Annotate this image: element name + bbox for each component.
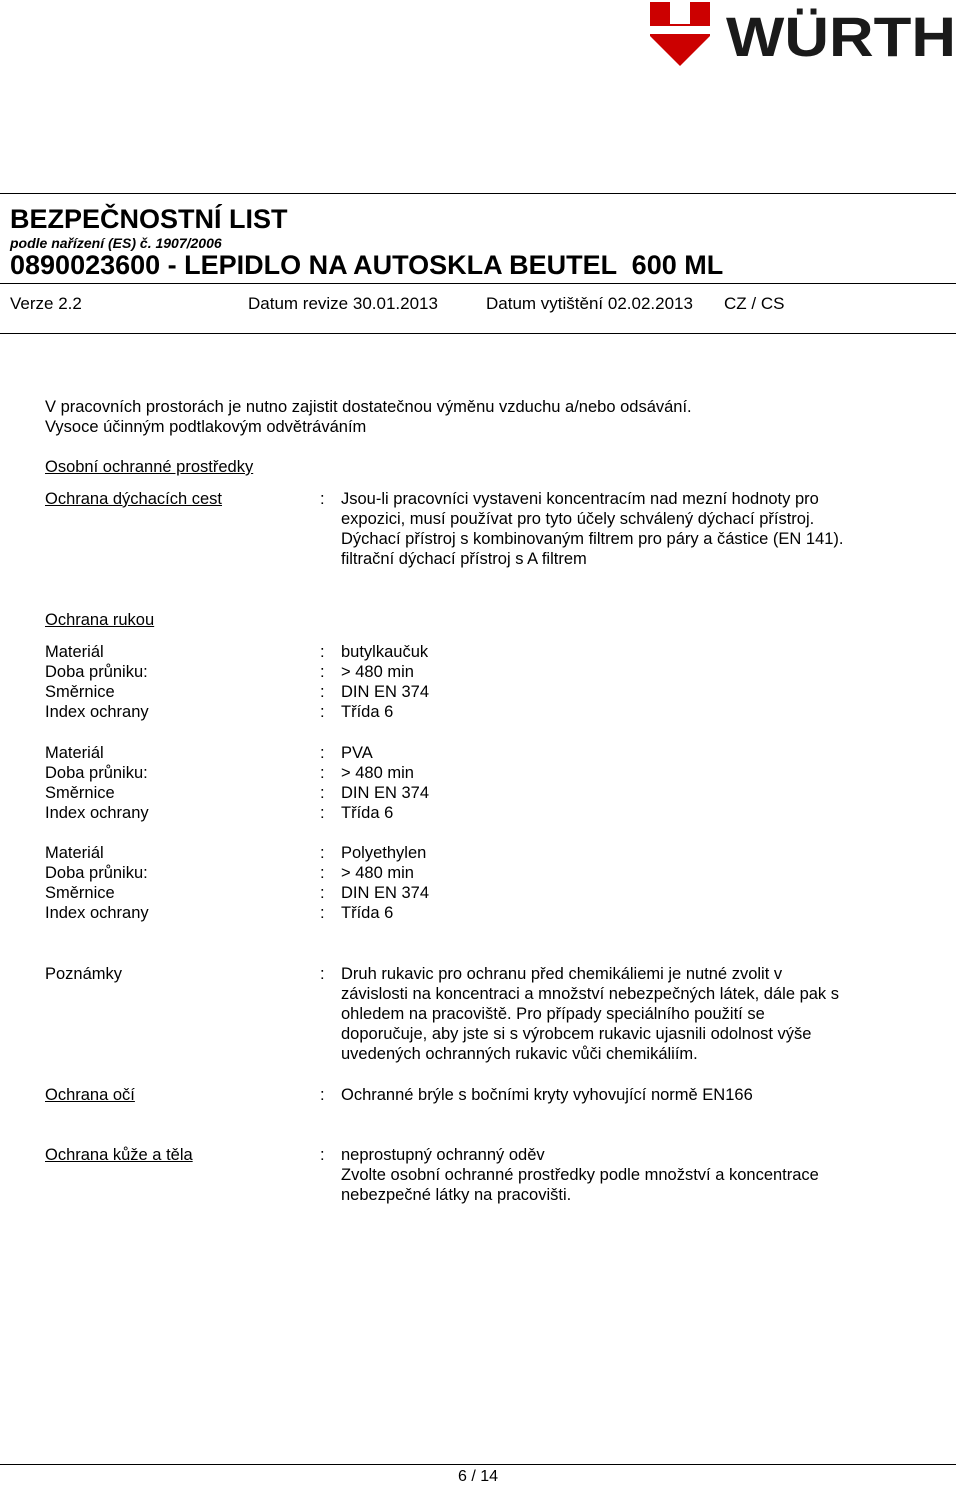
separator-colon: : [320, 1086, 325, 1104]
separator-colon: : [320, 490, 325, 508]
glove-material-label: Materiál [45, 744, 104, 762]
glove-index-label: Index ochrany [45, 904, 149, 922]
skin-protection-label: Ochrana kůže a těla [45, 1146, 193, 1164]
page-number: 6 / 14 [457, 1468, 499, 1485]
language-code: CZ / CS [724, 294, 785, 313]
separator-colon: : [320, 643, 325, 661]
separator-colon: : [320, 864, 325, 882]
notes-text: doporučuje, aby jste si s výrobcem rukavic ujasnili odolnost výše [341, 1025, 812, 1043]
separator-colon: : [320, 784, 325, 802]
separator-colon: : [320, 744, 325, 762]
separator-colon: : [320, 683, 325, 701]
separator-colon: : [320, 663, 325, 681]
notes-text: Druh rukavic pro ochranu před chemikáliemi je nutné zvolit v [341, 965, 783, 983]
glove-index-label: Index ochrany [45, 703, 149, 721]
glove-breakthrough-value: > 480 min [341, 764, 414, 782]
glove-directive-label: Směrnice [45, 884, 115, 902]
separator-colon: : [320, 884, 325, 902]
eye-protection-text: Ochranné brýle s bočními kryty vyhovující normě EN166 [341, 1086, 753, 1104]
glove-material-label: Materiál [45, 643, 104, 661]
glove-material-label: Materiál [45, 844, 104, 862]
separator-colon: : [320, 703, 325, 721]
separator-colon: : [320, 844, 325, 862]
eye-protection-label: Ochrana očí [45, 1086, 135, 1104]
notes-label: Poznámky [45, 965, 123, 983]
wurth-logo-mark [650, 2, 710, 66]
separator-colon: : [320, 1146, 325, 1164]
glove-directive-label: Směrnice [45, 784, 115, 802]
skin-protection-text: Zvolte osobní ochranné prostředky podle množství a koncentrace [341, 1166, 819, 1184]
respiratory-text: Jsou-li pracovníci vystaveni koncentracím nad mezní hodnoty pro [341, 490, 819, 508]
glove-breakthrough-label: Doba průniku: [45, 764, 148, 782]
glove-breakthrough-label: Doba průniku: [45, 864, 148, 882]
header-rule-top [0, 193, 956, 194]
respiratory-text: expozici, musí používat pro tyto účely schválený dýchací přístroj. [341, 510, 815, 528]
skin-protection-text: nebezpečné látky na pracovišti. [341, 1186, 572, 1204]
separator-colon: : [320, 764, 325, 782]
respiratory-label: Ochrana dýchacích cest [45, 490, 223, 508]
wurth-logo [648, 0, 958, 70]
notes-text: závislosti na koncentraci a množství nebezpečných látek, dále pak s [341, 985, 840, 1003]
glove-material-value: butylkaučuk [341, 643, 429, 661]
glove-directive-value: DIN EN 374 [341, 683, 430, 701]
glove-breakthrough-value: > 480 min [341, 663, 414, 681]
separator-colon: : [320, 965, 325, 983]
separator-colon: : [320, 804, 325, 822]
glove-breakthrough-label: Doba průniku: [45, 663, 148, 681]
ventilation-text: V pracovních prostorách je nutno zajistit dostatečnou výměnu vzduchu a/nebo odsávání. [45, 398, 692, 416]
header-rule-bottom [0, 333, 956, 334]
glove-index-value: Třída 6 [341, 804, 394, 822]
glove-material-value: PVA [341, 744, 373, 762]
respiratory-text: Dýchací přístroj s kombinovaným filtrem pro páry a částice (EN 141). [341, 530, 844, 548]
regulation-reference: podle nařízení (ES) č. 1907/2006 [10, 235, 222, 251]
glove-index-label: Index ochrany [45, 804, 149, 822]
version: Verze 2.2 [10, 294, 82, 313]
notes-text: uvedených ochranných rukavic vůči chemikáliím. [341, 1045, 698, 1063]
notes-text: ohledem na pracoviště. Pro případy speciálního použití se [341, 1005, 765, 1023]
glove-index-value: Třída 6 [341, 904, 394, 922]
revision-date: Datum revize 30.01.2013 [248, 294, 438, 313]
glove-index-value: Třída 6 [341, 703, 394, 721]
glove-breakthrough-value: > 480 min [341, 864, 414, 882]
doc-title: BEZPEČNOSTNÍ LIST [10, 204, 288, 234]
separator-colon: : [320, 904, 325, 922]
respiratory-text: filtrační dýchací přístroj s A filtrem [341, 550, 587, 568]
glove-directive-value: DIN EN 374 [341, 884, 430, 902]
product-name: 0890023600 - LEPIDLO NA AUTOSKLA BEUTEL 600 ML [10, 250, 724, 280]
ppe-heading: Osobní ochranné prostředky [45, 458, 254, 476]
footer-rule [0, 1464, 956, 1465]
hand-heading: Ochrana rukou [45, 611, 155, 629]
glove-directive-value: DIN EN 374 [341, 784, 430, 802]
glove-directive-label: Směrnice [45, 683, 115, 701]
ventilation-text: Vysoce účinným podtlakovým odvětráváním [45, 418, 367, 436]
header-rule-mid [0, 283, 956, 284]
glove-material-value: Polyethylen [341, 844, 427, 862]
wurth-logo-wordmark: WÜRTH [726, 5, 956, 68]
skin-protection-text: neprostupný ochranný oděv [341, 1146, 545, 1164]
print-date: Datum vytištění 02.02.2013 [486, 294, 693, 313]
